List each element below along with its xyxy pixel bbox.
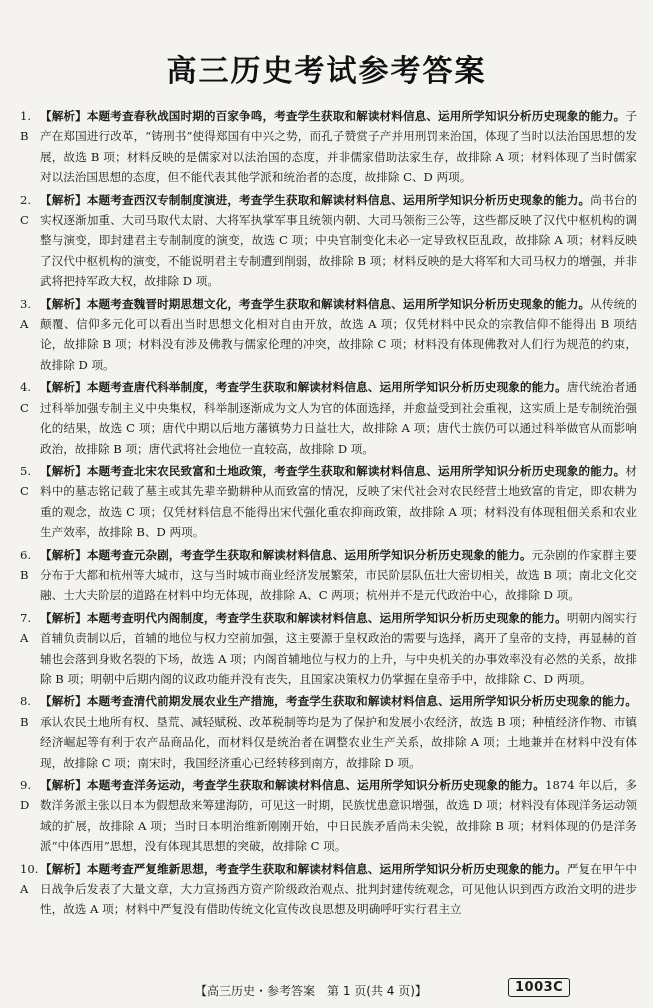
analysis-lead: 本题考查唐代科举制度，考查学生获取和解读材料信息、运用所学知识分析历史现象的能力。: [86, 380, 567, 395]
answer-list: [20, 106, 637, 922]
answer-number: 9. D: [20, 778, 32, 813]
paper-code-badge: 1003C: [508, 978, 570, 997]
analysis-body: 严复在甲午中日战争后发表了大量文章，大力宣扬西方资产阶级政治观点、批判封建传统观念，可见他认识到西方政治文明的进步性，故选 A 项；材料中严复没有借助传统文化宣传改良思想及明确呼吁实行君主立: [40, 861, 637, 917]
answer-number: 3. A: [20, 296, 32, 332]
answer-number: 2. C: [20, 192, 32, 228]
answer-item-1: [20, 106, 637, 188]
analysis-lead: 本题考查元杂剧，考查学生获取和解读材料信息、运用所学知识分析历史现象的能力。: [86, 547, 532, 562]
answer-item-6: [20, 545, 637, 606]
analysis-tag: 【解析】: [40, 694, 87, 709]
analysis-lead: 本题考查清代前期发展农业生产措施，考查学生获取和解读材料信息、运用所学知识分析历史现象的能力。: [86, 694, 637, 709]
analysis-lead: 本题考查春秋战国时期的百家争鸣，考查学生获取和解读材料信息、运用所学知识分析历史现象的能力。: [86, 109, 626, 123]
analysis-tag: 【解析】: [40, 778, 87, 792]
analysis-tag: 【解析】: [40, 463, 87, 478]
analysis-tag: 【解析】: [40, 861, 87, 876]
analysis-lead: 本题考查明代内阁制度，考查学生获取和解读材料信息、运用所学知识分析历史现象的能力。: [86, 610, 567, 625]
answer-item-2: [20, 190, 637, 292]
answer-item-10: [20, 859, 637, 920]
page-footer: [0, 976, 653, 1002]
analysis-tag: 【解析】: [40, 296, 87, 311]
analysis-body: 材料中的墓志铭记载了墓主或其先辈辛勤耕种从而致富的情况，反映了宋代社会对农民经营土地致富的肯定，即农耕为重的观念，故选 C 项；仅凭材料信息不能得出宋代强化重农抑商政策，故排除 A 项；材料没有体现租佃关系和农业生产效率，故排除 B、D 两项。: [40, 463, 637, 540]
answer-number: 4. C: [20, 380, 32, 415]
analysis-body: 子产在郑国进行改革，“铸刑书”使得郑国有中兴之势，而孔子赞赏子产并用刑罚来治国，体现了当时以法治国思想的发展，故选 B 项；材料反映的是儒家对以法治国的态度，并非儒家借助法家生存，故排除 A 项；材料体现了当时儒家对以法治国思想的态度，但不能代表其他学派和统治者的态度，故排除 C、D 两项。: [40, 109, 637, 185]
analysis-tag: 【解析】: [40, 192, 87, 207]
analysis-body: 元杂剧的作家群主要分布于大都和杭州等大城市，这与当时城市商业经济发展繁荣，市民阶层队伍壮大密切相关，故选 B 项；南北文化交融、士大夫阶层的道路在材料中均无体现，故排除 A、C 两项；杭州并不是元代政治中心，故排除 D 项。: [40, 547, 637, 603]
analysis-tag: 【解析】: [40, 547, 87, 562]
analysis-lead: 本题考查严复维新思想，考查学生获取和解读材料信息、运用所学知识分析历史现象的能力。: [86, 861, 567, 876]
analysis-tag: 【解析】: [40, 610, 87, 625]
answer-number: 5. C: [20, 463, 32, 499]
analysis-lead: 本题考查北宋农民致富和土地政策，考查学生获取和解读材料信息、运用所学知识分析历史现象的能力。: [86, 463, 626, 478]
analysis-lead: 本题考查西汉专制制度演进，考查学生获取和解读材料信息、运用所学知识分析历史现象的能力。: [86, 192, 591, 207]
page-title: 高三历史考试参考答案: [166, 54, 487, 89]
answer-item-7: [20, 608, 637, 690]
answer-number: 6. B: [20, 547, 32, 582]
analysis-body: 尚书台的实权逐渐加重、大司马取代太尉、大将军执掌军事且统领内朝、大司马领衔三公等，这些都反映了汉代中枢机构的调整与演变，即封建君主专制制度的演变，故选 C 项；中央官制变化未必一定导致权臣乱政，故排除 A 项；材料反映了汉代中枢机构的演变，不能说明君主专制遭到削弱，故排除 B 项；材料反映的是大将军和大司马权力的增强，并非武将把持军政大权，故排除 D 项。: [40, 192, 637, 289]
answer-item-3: [20, 294, 637, 376]
analysis-body: 1874 年以后，多数洋务派主张以日本为假想敌来筹建海防，可见这一时期，民族忧患意识增强，故选 D 项；材料没有体现洋务运动领域的扩展，故排除 A 项；当时日本明治维新刚刚开始，中日民族矛盾尚未尖锐，故排除 B 项；材料体现的仍是洋务派“中体西用”思想，没有体现其思想的突破，故排除 C 项。: [40, 778, 637, 854]
analysis-body: 唐代统治者通过科举加强专制主义中央集权，科举制逐渐成为文人为官的体面选择，并愈益受到社会重视，这实质上是专制统治强化的结果，故选 C 项；唐代中期以后地方藩镇势力日益壮大，故排除 A 项；唐代士族仍可以通过科举做官从而影响政治，故排除 B 项；唐代武将社会地位一直较高，故排除 D 项。: [40, 380, 637, 456]
answer-item-4: [20, 377, 637, 459]
analysis-tag: 【解析】: [40, 380, 87, 395]
answer-number: 7. A: [20, 610, 32, 646]
answer-item-5: [20, 461, 637, 543]
analysis-tag: 【解析】: [40, 109, 87, 123]
analysis-lead: 本题考查洋务运动，考查学生获取和解读材料信息、运用所学知识分析历史现象的能力。: [86, 778, 546, 792]
answer-number: 1. B: [20, 109, 32, 144]
analysis-lead: 本题考查魏晋时期思想文化，考查学生获取和解读材料信息、运用所学知识分析历史现象的能力。: [86, 296, 591, 311]
answer-number: 10. A: [20, 861, 39, 897]
answer-number: 8. B: [20, 694, 32, 729]
answer-item-9: [20, 775, 637, 857]
analysis-body: 明朝内阁实行首辅负责制以后，首辅的地位与权力空前加强，这主要源于皇权政治的需要与选择，离开了皇帝的支持，再显赫的首辅也会落到身败名裂的下场，故选 A 项；内阁首辅地位与权力的上升，与中央机关的办事效率没有必然的关系，故排除 B 项；明朝中后期内阁的议政功能并没有丧失，且国家决策权力仍掌握在皇帝手中，故排除 C、D 两项。: [40, 610, 637, 686]
analysis-body: 从传统的颠覆、信仰多元化可以看出当时思想文化相对自由开放，故选 A 项；仅凭材料中民众的宗教信仰不能得出 B 项结论，故排除 B 项；材料没有涉及佛教与儒家伦理的冲突，故排除 C 项；材料没有体现佛教对人们行为规范的约束，故排除 D 项。: [40, 296, 637, 372]
answer-item-8: [20, 691, 637, 773]
analysis-body: 承认农民土地所有权、垦荒、减轻赋税、改革税制等均是为了保护和发展小农经济，故选 B 项；种植经济作物、市镇经济崛起等有利于农产品商品化，而材料仅是统治者在调整农业生产关系，故排除 A 项；土地兼并在材料中没有体现，故排除 C 项；南宋时，我国经济重心已经转移到南方，故排除 D 项。: [40, 714, 637, 770]
footer-page-info: 【高三历史・参考答案 第 1 页(共 4 页)】: [195, 984, 427, 998]
